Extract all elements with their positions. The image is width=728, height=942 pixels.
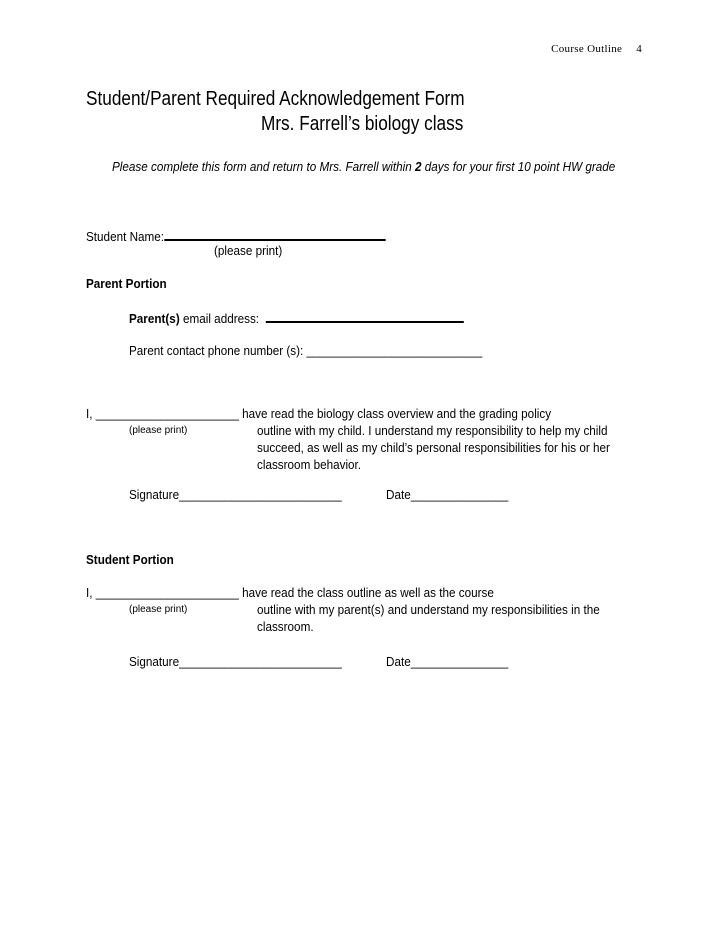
parent-portion-heading: Parent Portion [86,276,167,291]
student-print-hint: (please print) [129,604,188,615]
parent-statement-line-4: classroom behavior. [257,457,362,472]
parent-email-field[interactable] [266,309,464,323]
parent-email-label: email address: [179,311,260,326]
page-header [551,43,642,55]
student-name-label: Student Name: [86,229,165,244]
header-title: Course Outline [551,43,623,55]
parent-signature-field[interactable]: Signature_________________________ [129,487,342,502]
student-name-row [86,227,385,244]
parent-phone-row[interactable]: Parent contact phone number (s): ___________________________ [129,343,483,358]
parent-email-row [129,309,464,326]
form-instructions: Please complete this form and return to Mrs. Farrell within 2 days for your first 10 point HW grade [112,159,616,174]
student-statement-line-1: I, ______________________ have read the class outline as well as the course [86,585,494,600]
form-title: Student/Parent Required Acknowledgement Form [86,88,465,110]
student-statement-line-2: outline with my parent(s) and understand my responsibilities in the [257,602,600,617]
parent-date-field[interactable]: Date_______________ [386,487,509,502]
form-subtitle: Mrs. Farrell’s biology class [261,113,464,135]
student-statement-line-3: classroom. [257,619,314,634]
parent-email-bold: Parent(s) [129,311,180,326]
student-name-field[interactable] [164,227,385,241]
student-signature-field[interactable]: Signature_________________________ [129,654,342,669]
parent-statement-line-1: I, ______________________ have read the biology class overview and the grading policy [86,406,552,421]
parent-statement-line-2: outline with my child. I understand my responsibility to help my child [257,423,608,438]
parent-statement-line-3: succeed, as well as my child’s personal responsibilities for his or her [257,440,610,455]
student-date-field[interactable]: Date_______________ [386,654,509,669]
student-portion-heading: Student Portion [86,552,174,567]
student-name-hint: (please print) [214,243,283,258]
page-number: 4 [636,43,642,55]
deadline-days: 2 [415,159,422,174]
parent-print-hint: (please print) [129,425,188,436]
